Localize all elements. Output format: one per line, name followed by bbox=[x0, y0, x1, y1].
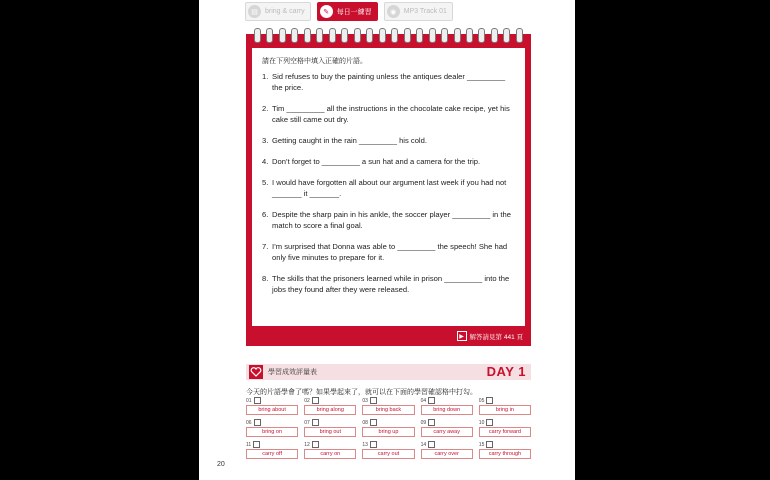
checkbox[interactable] bbox=[486, 441, 493, 448]
spiral-rings bbox=[254, 28, 523, 43]
ring bbox=[316, 28, 323, 43]
checklist-item bbox=[479, 419, 531, 436]
checklist-item bbox=[362, 441, 414, 458]
checklist-item-top bbox=[421, 419, 473, 426]
checkbox[interactable] bbox=[254, 397, 261, 404]
ring bbox=[441, 28, 448, 43]
checklist-item-top bbox=[246, 441, 298, 448]
phrase-label: bring on bbox=[246, 427, 298, 437]
question-number: 3. bbox=[262, 136, 269, 145]
checklist-item-top bbox=[304, 441, 356, 448]
page-number: 20 bbox=[217, 461, 225, 468]
item-number: 05 bbox=[478, 397, 485, 404]
phrase-label: bring up bbox=[362, 427, 414, 437]
phrase-label: carry through bbox=[479, 449, 531, 459]
checklist-item bbox=[421, 441, 473, 458]
item-number: 09 bbox=[420, 419, 427, 426]
checkbox[interactable] bbox=[370, 397, 377, 404]
tab-mp3-track[interactable] bbox=[384, 2, 453, 21]
phrase-label: bring in bbox=[479, 405, 531, 415]
checklist-item bbox=[362, 419, 414, 436]
checkbox[interactable] bbox=[312, 419, 319, 426]
exercise-sheet bbox=[252, 48, 525, 326]
ring bbox=[516, 28, 523, 43]
phrase-label: carry away bbox=[421, 427, 473, 437]
ring bbox=[279, 28, 286, 43]
item-number: 11 bbox=[246, 441, 252, 448]
item-number: 14 bbox=[420, 441, 427, 448]
checklist-item bbox=[304, 419, 356, 436]
ring bbox=[354, 28, 361, 43]
question-text: Despite the sharp pain in his ankle, the soccer player _________ in the match to score a final goal. bbox=[272, 210, 511, 230]
ring bbox=[391, 28, 398, 43]
tab-label: bring & carry bbox=[265, 8, 305, 15]
checklist-item-top bbox=[246, 397, 298, 404]
item-number: 13 bbox=[362, 441, 368, 448]
checklist-item bbox=[421, 397, 473, 414]
question-text: Sid refuses to buy the painting unless the antiques dealer _________ the price. bbox=[272, 72, 506, 92]
item-number: 02 bbox=[304, 397, 310, 404]
item-number: 10 bbox=[478, 419, 485, 426]
tab-topic[interactable] bbox=[245, 2, 311, 21]
question-text: Don’t forget to _________ a sun hat and a camera for the trip. bbox=[272, 157, 481, 166]
item-number: 15 bbox=[478, 441, 485, 448]
ring bbox=[291, 28, 298, 43]
item-number: 12 bbox=[304, 441, 310, 448]
cd-icon: ◉ bbox=[387, 5, 400, 18]
checkbox[interactable] bbox=[428, 441, 435, 448]
item-number: 03 bbox=[362, 397, 368, 404]
ring bbox=[266, 28, 273, 43]
ring bbox=[478, 28, 485, 43]
evaluation-header bbox=[246, 364, 531, 380]
checkbox[interactable] bbox=[312, 397, 319, 404]
phrase-label: carry out bbox=[362, 449, 414, 459]
item-number: 01 bbox=[246, 397, 252, 404]
question-item bbox=[262, 273, 515, 295]
checklist-item bbox=[479, 397, 531, 414]
question-number: 8. bbox=[262, 274, 269, 283]
pen-icon: ✎ bbox=[320, 5, 333, 18]
checklist-grid bbox=[246, 397, 531, 458]
tab-daily-exercise[interactable] bbox=[317, 2, 378, 21]
evaluation-description: 今天的片語學會了嗎？如果學起來了，就可以在下面的學習確認格中打勾。 bbox=[246, 389, 477, 396]
checkbox[interactable] bbox=[428, 419, 435, 426]
phrase-label: carry on bbox=[304, 449, 356, 459]
ring bbox=[341, 28, 348, 43]
question-item bbox=[262, 103, 515, 125]
ring bbox=[503, 28, 510, 43]
checkbox[interactable] bbox=[312, 441, 319, 448]
phrase-label: bring out bbox=[304, 427, 356, 437]
question-number: 6. bbox=[262, 210, 269, 219]
question-item bbox=[262, 209, 515, 231]
checklist-item-top bbox=[479, 419, 531, 426]
checklist-item bbox=[479, 441, 531, 458]
question-item bbox=[262, 177, 515, 199]
phrase-label: bring down bbox=[421, 405, 473, 415]
answer-reference bbox=[457, 331, 523, 341]
item-number: 08 bbox=[362, 419, 368, 426]
checklist-item-top bbox=[304, 397, 356, 404]
checklist-item-top bbox=[362, 441, 414, 448]
phrase-label: bring along bbox=[304, 405, 356, 415]
phrase-label: carry off bbox=[246, 449, 298, 459]
checklist-item bbox=[246, 419, 298, 436]
question-number: 1. bbox=[262, 72, 269, 81]
checkbox[interactable] bbox=[254, 419, 261, 426]
checkbox[interactable] bbox=[370, 441, 377, 448]
question-text: I would have forgotten all about our argument last week if you had not _______ it _______. bbox=[272, 178, 507, 198]
arrow-right-icon: ▶ bbox=[457, 331, 467, 341]
question-item bbox=[262, 156, 515, 167]
checklist-item bbox=[304, 441, 356, 458]
checklist-item bbox=[362, 397, 414, 414]
book-icon: ▤ bbox=[248, 5, 261, 18]
day-label: DAY 1 bbox=[486, 364, 526, 379]
checklist-item-top bbox=[362, 419, 414, 426]
checklist-item bbox=[246, 397, 298, 414]
checkbox[interactable] bbox=[486, 397, 493, 404]
question-text: Getting caught in the rain _________ his cold. bbox=[272, 136, 427, 145]
checklist-item-top bbox=[479, 397, 531, 404]
question-item bbox=[262, 241, 515, 263]
checkbox[interactable] bbox=[370, 419, 377, 426]
checklist-item bbox=[246, 441, 298, 458]
book-page bbox=[199, 0, 575, 480]
tab-label: 每日一練習 bbox=[336, 8, 372, 16]
question-text: Tim _________ all the instructions in the chocolate cake recipe, yet his cake still came out dry. bbox=[272, 104, 510, 124]
phrase-label: bring back bbox=[362, 405, 414, 415]
question-item bbox=[262, 71, 515, 93]
checklist-item-top bbox=[362, 397, 414, 404]
question-item bbox=[262, 135, 515, 146]
ring bbox=[466, 28, 473, 43]
exercise-instruction: 請在下列空格中填入正確的片語。 bbox=[262, 58, 367, 65]
question-number: 7. bbox=[262, 242, 269, 251]
checkbox[interactable] bbox=[486, 419, 493, 426]
tab-label: MP3 Track 01 bbox=[403, 8, 447, 15]
checkbox[interactable] bbox=[428, 397, 435, 404]
ring bbox=[416, 28, 423, 43]
ring bbox=[429, 28, 436, 43]
item-number: 07 bbox=[304, 419, 310, 426]
ring bbox=[329, 28, 336, 43]
question-number: 4. bbox=[262, 157, 269, 166]
ring bbox=[454, 28, 461, 43]
checklist-item-top bbox=[479, 441, 531, 448]
checklist-item bbox=[304, 397, 356, 414]
phrase-label: carry over bbox=[421, 449, 473, 459]
ring bbox=[366, 28, 373, 43]
question-number: 5. bbox=[262, 178, 269, 187]
checklist-item bbox=[421, 419, 473, 436]
checklist-item-top bbox=[304, 419, 356, 426]
evaluation-title: 學習成效評量表 bbox=[268, 369, 317, 376]
phrase-label: bring about bbox=[246, 405, 298, 415]
ring bbox=[491, 28, 498, 43]
checkbox[interactable] bbox=[253, 441, 260, 448]
question-text: The skills that the prisoners learned while in prison _________ into the jobs they found after they were released. bbox=[272, 274, 510, 294]
ring bbox=[404, 28, 411, 43]
checklist-item-top bbox=[421, 441, 473, 448]
header-tabs bbox=[245, 2, 453, 21]
question-text: I’m surprised that Donna was able to _________ the speech! She had only five minutes to prepare for it. bbox=[272, 242, 508, 262]
ring bbox=[304, 28, 311, 43]
exercise-notebook bbox=[246, 34, 531, 346]
phrase-label: carry forward bbox=[479, 427, 531, 437]
question-number: 2. bbox=[262, 104, 269, 113]
ring bbox=[254, 28, 261, 43]
checklist-item-top bbox=[246, 419, 298, 426]
checklist-item-top bbox=[421, 397, 473, 404]
heart-icon bbox=[249, 365, 263, 379]
item-number: 06 bbox=[246, 419, 252, 426]
answer-reference-text: 解答請見第 441 頁 bbox=[469, 333, 523, 341]
item-number: 04 bbox=[420, 397, 427, 404]
question-list bbox=[262, 71, 515, 295]
ring bbox=[379, 28, 386, 43]
